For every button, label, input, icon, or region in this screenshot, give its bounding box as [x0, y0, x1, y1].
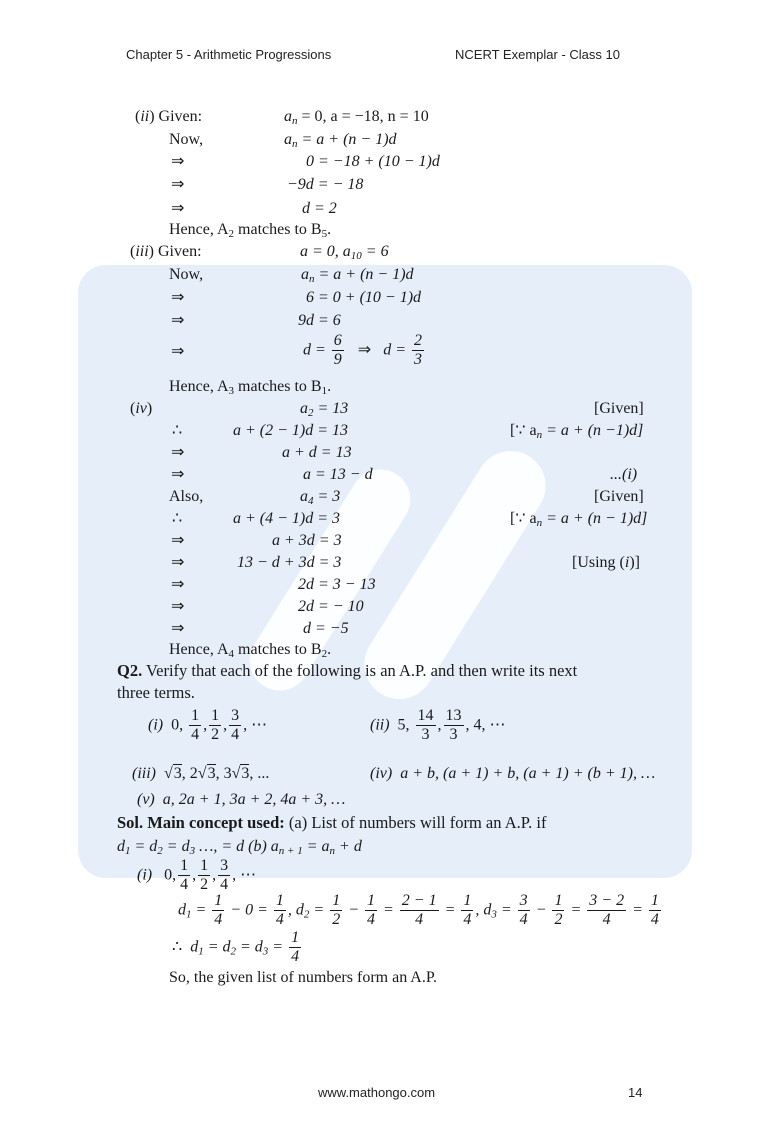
implies-symbol: ⇒ [171, 444, 185, 461]
part-ii-formula: $a_n = a + (n - 1)d$ [284, 131, 397, 150]
part-iv-l9: 2d = 3 − 13 [298, 576, 376, 593]
part-iv-l8-note: [Using (i)] [572, 554, 640, 571]
therefore-symbol: ∴ [172, 510, 183, 527]
implies-symbol: ⇒ [171, 153, 185, 170]
page-number: 14 [628, 1085, 643, 1100]
chapter-header: Chapter 5 - Arithmetic Progressions [126, 47, 332, 62]
part-iv-label: (iv) [130, 400, 153, 417]
part-iv-l4: a = 13 − d [303, 466, 373, 483]
part-iii-now: Now, [169, 266, 204, 283]
part-iv-also: Also, [169, 488, 204, 505]
part-ii-step2: −9d = − 18 [287, 176, 364, 193]
question-2-line1: Q2. Verify that each of the following is an A.P. and then write its next [117, 661, 578, 680]
solution-part-i: (i) 0, $\frac{1}{4}$ , $\frac{1}{2}$ , $\frac{3}{4}$ , ⋯ [137, 857, 257, 894]
part-iv-l10: 2d = − 10 [298, 598, 364, 615]
part-iv-l8: 13 − d + 3d = 3 [237, 554, 342, 571]
q2-option-iii: (iii) √3, 2√3, 3√3, ... [132, 765, 270, 782]
implies-symbol: ⇒ [171, 532, 185, 549]
part-iv-hence: Hence, $A_4$ matches to $B_2$. [169, 641, 332, 660]
part-iii-hence: Hence, $A_3$ matches to $B_1$. [169, 378, 332, 397]
q2-option-iv: (iv) a + b, (a + 1) + b, (a + 1) + (b + 1), … [370, 765, 656, 782]
q2-option-v: (v) a, 2a + 1, 3a + 2, 4a + 3, … [137, 791, 346, 808]
implies-symbol: ⇒ [171, 620, 185, 637]
part-iv-l5-note: [Given] [594, 488, 644, 505]
implies-symbol: ⇒ [171, 289, 185, 306]
part-iii-step3: d = $\frac{6}{9}$ ⇒ d = $\frac{2}{3}$ [303, 332, 422, 369]
part-iii-given-row: (iii) Given: [130, 243, 202, 260]
solution-closing: So, the given list of numbers form an A.P. [169, 969, 437, 986]
part-iv-l4-note: ...(i) [610, 466, 638, 483]
q2-option-ii: (ii) 5, $\frac{14}{3}$ , $\frac{13}{3}$ , 4, ⋯ [370, 707, 506, 744]
implies-symbol: ⇒ [171, 312, 185, 329]
part-ii-given-eq: $a_n = 0$, a = −18, n = 10 [284, 108, 429, 127]
therefore-symbol: ∴ [172, 422, 183, 439]
implies-symbol: ⇒ [171, 598, 185, 615]
part-iv-l7: a + 3d = 3 [272, 532, 342, 549]
part-iv-l1: $a_2 = 13$ [300, 400, 349, 419]
part-ii-step1: 0 = −18 + (10 − 1)d [306, 153, 440, 170]
part-iv-l5: $a_4 = 3$ [300, 488, 341, 507]
implies-symbol: ⇒ [171, 466, 185, 483]
part-iii-given-eq: a = 0, $a_{10} = 6$ [300, 243, 389, 262]
part-iii-step1: 6 = 0 + (10 − 1)d [306, 289, 422, 306]
solution-differences: $d_1$ = $\frac{1}{4}$ − 0 = $\frac{1}{4}$ , $d_2$ = $\frac{1}{2}$ − $\frac{1}{4}$ = $\frac{2 - 1}{4}$ = $\frac{1}{4}$ , $d_3$ = $\frac{3}{4}$ − $\frac{1}{2}$ = $\frac{3 - 2}{4}$ = $\frac{1}{4}$ [178, 892, 659, 929]
part-iv-l6: a + (4 − 1)d = 3 [233, 510, 341, 527]
part-iii-formula: $a_n = a + (n - 1)d$ [301, 266, 414, 285]
implies-symbol: ⇒ [171, 343, 185, 360]
part-ii-given-row: (ii) Given: [135, 108, 203, 125]
part-iv-l6-note: [∵ $a_n = a + (n - 1)d$] [510, 510, 648, 529]
implies-symbol: ⇒ [171, 200, 185, 217]
implies-symbol: ⇒ [171, 176, 185, 193]
q2-option-i: (i) 0, $\frac{1}{4}$ , $\frac{1}{2}$ , $\frac{3}{4}$ , ⋯ [148, 707, 268, 744]
solution-concept: Sol. Main concept used: (a) List of numbers will form an A.P. if [117, 813, 547, 832]
implies-symbol: ⇒ [171, 554, 185, 571]
part-iv-l2-note: [∵ $a_n = a + (n -1)d$] [510, 422, 644, 441]
part-ii-hence: Hence, $A_2$ matches to $B_5$. [169, 221, 332, 240]
part-iv-l1-note: [Given] [594, 400, 644, 417]
footer-website: www.mathongo.com [318, 1085, 436, 1100]
part-iii-step2: 9d = 6 [298, 312, 341, 329]
solution-conclusion-eq: ∴ $d_1 = d_2 = d_3$ = $\frac{1}{4}$ [172, 929, 300, 966]
book-header: NCERT Exemplar - Class 10 [455, 47, 620, 62]
part-ii-now: Now, [169, 131, 204, 148]
implies-symbol: ⇒ [171, 576, 185, 593]
question-2-line2: three terms. [117, 683, 195, 702]
part-ii-step3: d = 2 [302, 200, 337, 217]
part-iv-l3: a + d = 13 [282, 444, 352, 461]
part-iv-l2: a + (2 − 1)d = 13 [233, 422, 349, 439]
part-iv-l11: d = −5 [303, 620, 349, 637]
solution-condition: $d_1 = d_2 = d_3$ …, = d (b) $a_{n + 1} = a_n + d$ [117, 838, 362, 857]
